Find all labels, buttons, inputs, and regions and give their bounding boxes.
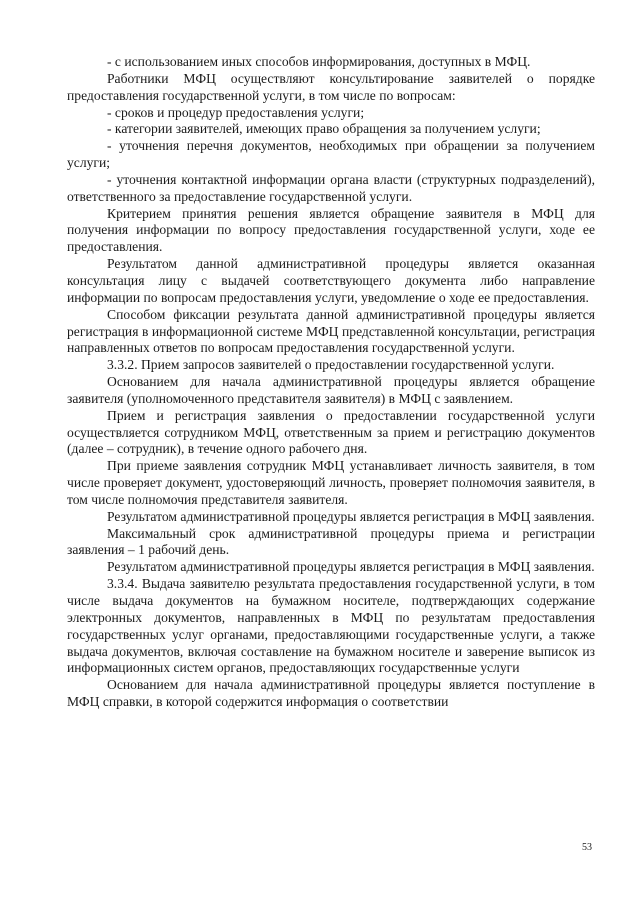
document-body	[67, 54, 595, 711]
paragraph-11: Основанием для начала административной процедуры является обращение заявителя (уполномоченного представителя заявителя) в МФЦ с заявлением.	[67, 374, 595, 406]
paragraph-13: При приеме заявления сотрудник МФЦ устанавливает личность заявителя, в том числе проверяет документ, удостоверяющий личность, проверяет полномочия заявителя, в том числе полномочия представителя заявителя.	[67, 458, 595, 507]
paragraph-6: - уточнения контактной информации органа власти (структурных подразделений), ответственного за предоставление государственной услуги.	[67, 171, 595, 204]
paragraph-18: Основанием для начала административной процедуры является поступление в МФЦ справки, в которой содержится информация о соответствии	[67, 677, 595, 710]
paragraph-9: Способом фиксации результата данной административной процедуры является регистрация в информационной системе МФЦ представленной консультации, регистрация направленных ответов по вопросам предоставления государственной услуги.	[67, 306, 595, 356]
paragraph-15: Максимальный срок административной процедуры приема и регистрации заявления – 1 рабочий день.	[67, 525, 595, 558]
paragraph-2: Работники МФЦ осуществляют консультирование заявителей о порядке предоставления государственной услуги, в том числе по вопросам:	[67, 70, 595, 103]
section-heading-3-3-2: 3.3.2. Прием запросов заявителей о предоставлении государственной услуги.	[107, 357, 555, 373]
paragraph-5: - уточнения перечня документов, необходимых при обращении за получением услуги;	[67, 138, 595, 171]
paragraph-3: - сроков и процедур предоставления услуги;	[107, 104, 365, 120]
section-heading-3-3-4: 3.3.4. Выдача заявителю результата предоставления государственной услуги, в том числе выдача документов на бумажном носителе, подтверждающих содержание электронных документов, направленных в МФЦ по результатам предоставления государственных услуг органами, предоставляющими государственные услуги, а также выдача документов, включая составление на бумажном носителе и заверение выписок из информационных систем органов, предоставляющих государственные услуги	[67, 576, 595, 676]
page-number: 53	[582, 842, 592, 853]
paragraph-8: Результатом данной административной процедуры является оказанная консультация лицу с выдачей соответствующего документа либо направление информации по вопросам предоставления услуги, уведомление о ходе ее предоставления.	[67, 256, 595, 305]
paragraph-16: Результатом административной процедуры является регистрация в МФЦ заявления.	[107, 559, 595, 575]
paragraph-14: Результатом административной процедуры является регистрация в МФЦ заявления.	[107, 508, 595, 524]
paragraph-4: - категории заявителей, имеющих право обращения за получением услуги;	[107, 121, 541, 137]
paragraph-7: Критерием принятия решения является обращение заявителя в МФЦ для получения информации по вопросу предоставления государственной услуги, ходе ее предоставления.	[67, 205, 595, 255]
paragraph-1: - с использованием иных способов информирования, доступных в МФЦ.	[107, 54, 531, 69]
paragraph-12: Прием и регистрация заявления о предоставлении государственной услуги осуществляется сотрудником МФЦ, ответственным за прием и регистрацию документов (далее – сотрудник), в течение одного рабочего дня.	[67, 407, 595, 457]
